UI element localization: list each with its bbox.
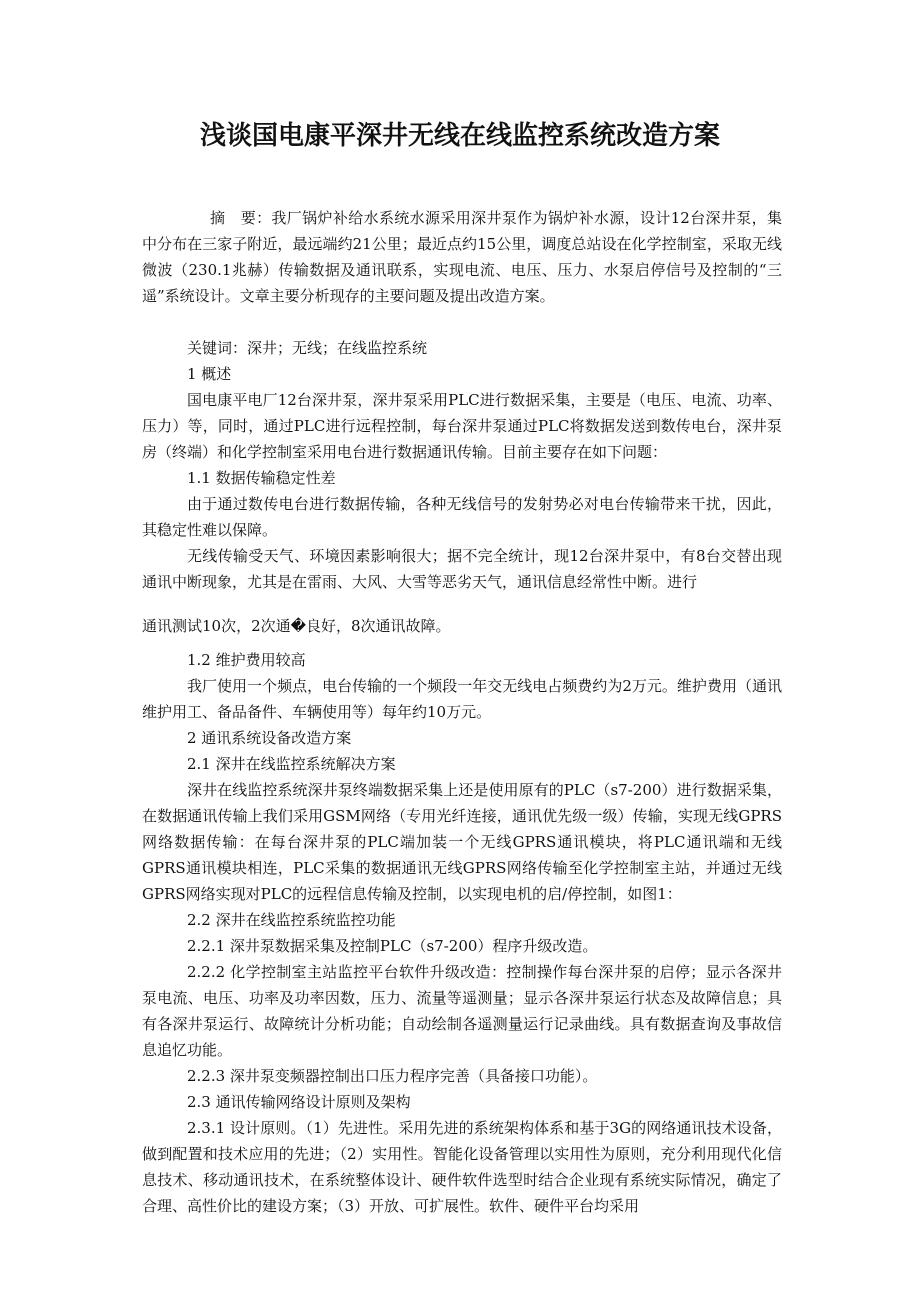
subsection-heading: 2.3 通讯传输网络设计原则及架构 <box>187 1093 411 1111</box>
section-heading-overview: 1 概述 <box>187 365 232 383</box>
body-paragraph: 由于通过数传电台进行数据传输，各种无线信号的发射势必对电台传输带来干扰，因此，其稳定性难以保障。 <box>142 495 782 539</box>
body-paragraph: 无线传输受天气、环境因素影响很大；据不完全统计，现12台深井泵中，有8台交替出现通讯中断现象，尤其是在雷雨、大风、大雪等恶劣天气，通讯信息经常性中断。进行 <box>142 547 782 591</box>
body-paragraph: 国电康平电厂12台深井泵，深井泵采用PLC进行数据采集，主要是（电压、电流、功率、压力）等，同时，通过PLC进行远程控制，每台深井泵通过PLC将数据发送到数传电台，深井泵房（终端）和化学控制室采用电台进行数据通讯传输。目前主要存在如下问题： <box>142 391 782 461</box>
body-paragraph: 2.3.1 设计原则。（1）先进性。采用先进的系统架构体系和基于3G的网络通讯技术设备，做到配置和技术应用的先进；（2）实用性。智能化设备管理以实用性为原则，充分利用现代化信息技术、移动通讯技术，在系统整体设计、硬件软件选型时结合企业现有系统实际情况，确定了合理、高性价比的建设方案；（3）开放、可扩展性。软件、硬件平台均采用 <box>142 1119 782 1215</box>
subsection-heading: 2.2 深井在线监控系统监控功能 <box>187 911 396 929</box>
subsection-heading: 1.1 数据传输稳定性差 <box>187 469 336 487</box>
subsection-heading: 2.1 深井在线监控系统解决方案 <box>187 755 396 773</box>
body-paragraph: 我厂使用一个频点，电台传输的一个频段一年交无线电占频费约为2万元。维护费用（通讯维护用工、备品备件、车辆使用等）每年约10万元。 <box>142 677 782 721</box>
document-body <box>142 205 782 1219</box>
abstract-paragraph: 摘 要：我厂锅炉补给水系统水源采用深井泵作为锅炉补水源，设计12台深井泵，集中分布在三家子附近，最远端约21公里；最近点约15公里，调度总站设在化学控制室，采取无线微波（230.1兆赫）传输数据及通讯联系，实现电流、电压、压力、水泵启停信号及控制的“三遥”系统设计。文章主要分析现存的主要问题及提出改造方案。 <box>142 209 782 305</box>
body-paragraph: 2.2.3 深井泵变频器控制出口压力程序完善（具备接口功能）。 <box>187 1067 598 1085</box>
continuation-line: 通讯测试10次，2次通�良好，8次通讯故障。 <box>142 617 451 635</box>
body-paragraph: 2.2.1 深井泵数据采集及控制PLC（s7-200）程序升级改造。 <box>187 937 598 955</box>
keywords-line: 关键词：深井；无线；在线监控系统 <box>187 339 428 357</box>
body-paragraph: 深井在线监控系统深井泵终端数据采集上还是使用原有的PLC（s7-200）进行数据采集，在数据通讯传输上我们采用GSM网络（专用光纤连接，通讯优先级一级）传输，实现无线GPRS网络数据传输：在每台深井泵的PLC端加装一个无线GPRS通讯模块，将PLC通讯端和无线GPRS通讯模块相连，PLC采集的数据通讯无线GPRS网络传输至化学控制室主站，并通过无线GPRS网络实现对PLC的远程信息传输及控制，以实现电机的启/停控制，如图1： <box>142 781 782 903</box>
section-heading: 2 通讯系统设备改造方案 <box>187 729 352 747</box>
subsection-heading: 1.2 维护费用较高 <box>187 651 306 669</box>
document-title: 浅谈国电康平深井无线在线监控系统改造方案 <box>199 121 720 151</box>
body-paragraph: 2.2.2 化学控制室主站监控平台软件升级改造：控制操作每台深井泵的启停；显示各深井泵电流、电压、功率及功率因数，压力、流量等遥测量；显示各深井泵运行状态及故障信息；具有各深井泵运行、故障统计分析功能；自动绘制各遥测量运行记录曲线。具有数据查询及事故信息追忆功能。 <box>142 963 782 1059</box>
